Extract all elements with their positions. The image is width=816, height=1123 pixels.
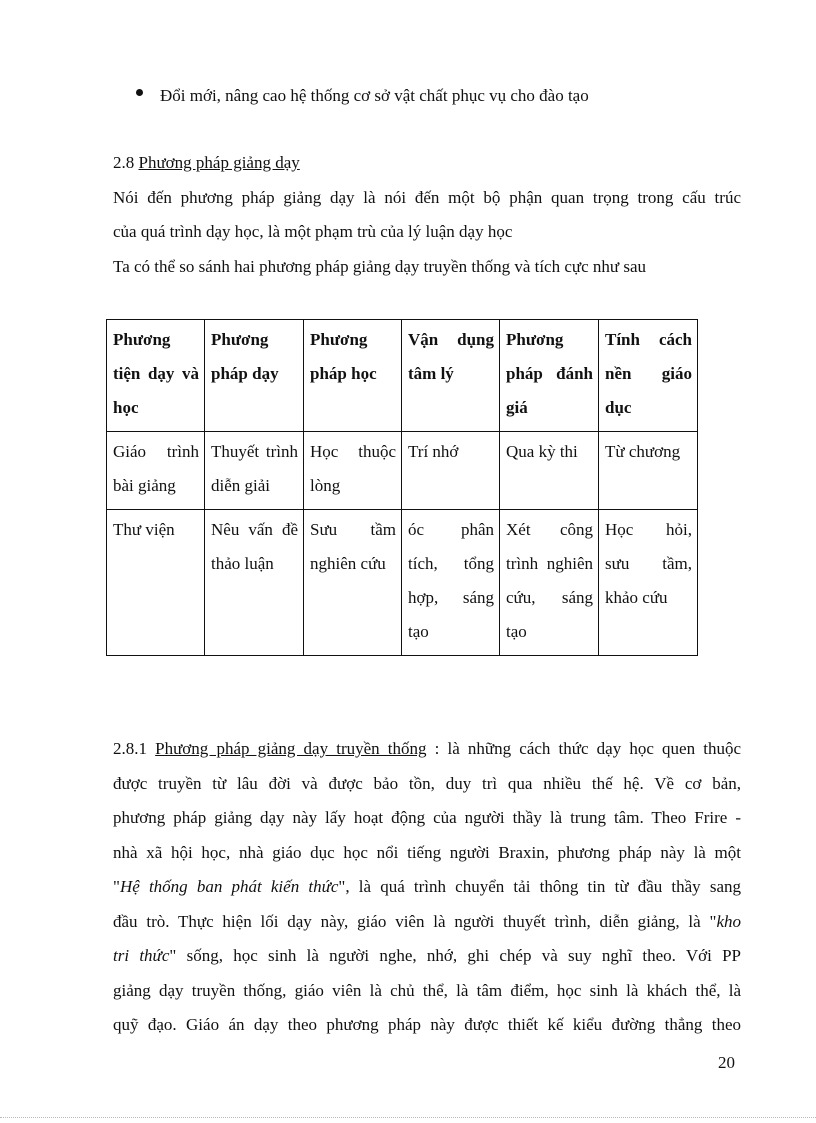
- italic-term: kho: [716, 912, 741, 931]
- italic-term: Hệ thống ban phát kiến thức: [119, 877, 339, 896]
- page-number: 20: [718, 1053, 735, 1072]
- section-number: 2.8: [113, 153, 135, 172]
- paragraph-line: giảng dạy truyền thống, giáo viên là chủ thể, là tâm điểm, học sinh là khách thể, là: [113, 981, 741, 1000]
- section-title: Phương pháp giảng dạy: [138, 153, 300, 172]
- paragraph-line: Ta có thể so sánh hai phương pháp giảng dạy truyền thống và tích cực như sau: [113, 257, 647, 276]
- table-cell: Học hỏi, sưu tầm, khảo cứu: [599, 510, 698, 656]
- section-title: Phương pháp giảng dạy truyền thống: [155, 739, 427, 758]
- table-cell: óc phân tích, tổng hợp, sáng tạo: [402, 510, 500, 656]
- table-header-cell: Phương pháp học: [304, 320, 402, 432]
- paragraph-line: [113, 944, 741, 968]
- table-header-row: [107, 320, 698, 432]
- section-intro-text: : là những cách thức dạy học quen thuộc: [434, 739, 742, 758]
- table-cell: Trí nhớ: [402, 432, 500, 510]
- section-number: 2.8.1: [113, 739, 147, 758]
- table-cell: Sưu tầm nghiên cứu: [304, 510, 402, 656]
- paragraph-line: Nói đến phương pháp giảng dạy là nói đến một bộ phận quan trọng trong cấu trúc: [113, 188, 741, 207]
- paragraph-line: [113, 910, 741, 934]
- table-cell: Qua kỳ thi: [500, 432, 599, 510]
- table-cell: Giáo trình bài giảng: [107, 432, 205, 510]
- paragraph-text: " sống, học sinh là người nghe, nhớ, ghi chép và suy nghĩ theo. Với PP: [169, 946, 741, 965]
- paragraph-text: ", là quá trình chuyển tải thông tin từ đầu thầy sang: [338, 877, 741, 896]
- page-bottom-divider: [0, 1117, 816, 1118]
- paragraph-line: của quá trình dạy học, là một phạm trù của lý luận dạy học: [113, 222, 513, 241]
- section-heading-2-8: [113, 151, 300, 175]
- table-cell: Học thuộc lòng: [304, 432, 402, 510]
- table-header-cell: Vận dụng tâm lý: [402, 320, 500, 432]
- paragraph-text: đầu trò. Thực hiện lối dạy này, giáo viên là người thuyết trình, diễn giảng, là ": [113, 912, 717, 931]
- table-row: [107, 432, 698, 510]
- table-header-cell: Tính cách nền giáo dục: [599, 320, 698, 432]
- table-cell: Xét công trình nghiên cứu, sáng tạo: [500, 510, 599, 656]
- table-header-cell: Phương tiện dạy và học: [107, 320, 205, 432]
- table-cell: Thuyết trình diễn giải: [205, 432, 304, 510]
- bullet-text: Đổi mới, nâng cao hệ thống cơ sở vật chất phục vụ cho đào tạo: [160, 86, 589, 105]
- table-cell: Từ chương: [599, 432, 698, 510]
- table-header-cell: Phương pháp dạy: [205, 320, 304, 432]
- paragraph-line: được truyền từ lâu đời và được bảo tồn, duy trì qua nhiều thế hệ. Về cơ bản,: [113, 774, 741, 793]
- table-row: [107, 510, 698, 656]
- quote-mark: ": [113, 877, 120, 896]
- paragraph-line: quỹ đạo. Giáo án dạy theo phương pháp này được thiết kế kiểu đường thẳng theo: [113, 1015, 741, 1034]
- table-cell: Thư viện: [107, 510, 205, 656]
- comparison-table: [106, 319, 698, 656]
- table-header-cell: Phương pháp đánh giá: [500, 320, 599, 432]
- paragraph-line: [113, 875, 741, 899]
- section-heading-2-8-1: [113, 737, 741, 761]
- italic-term: tri thức: [113, 946, 170, 965]
- table-cell: Nêu vấn đề thảo luận: [205, 510, 304, 656]
- paragraph-line: phương pháp giảng dạy này lấy hoạt động của người thầy là trung tâm. Theo Frire -: [113, 808, 741, 827]
- bullet-dot-icon: [136, 89, 143, 96]
- paragraph-line: nhà xã hội học, nhà giáo dục học nổi tiếng người Braxin, phương pháp này là một: [113, 843, 741, 862]
